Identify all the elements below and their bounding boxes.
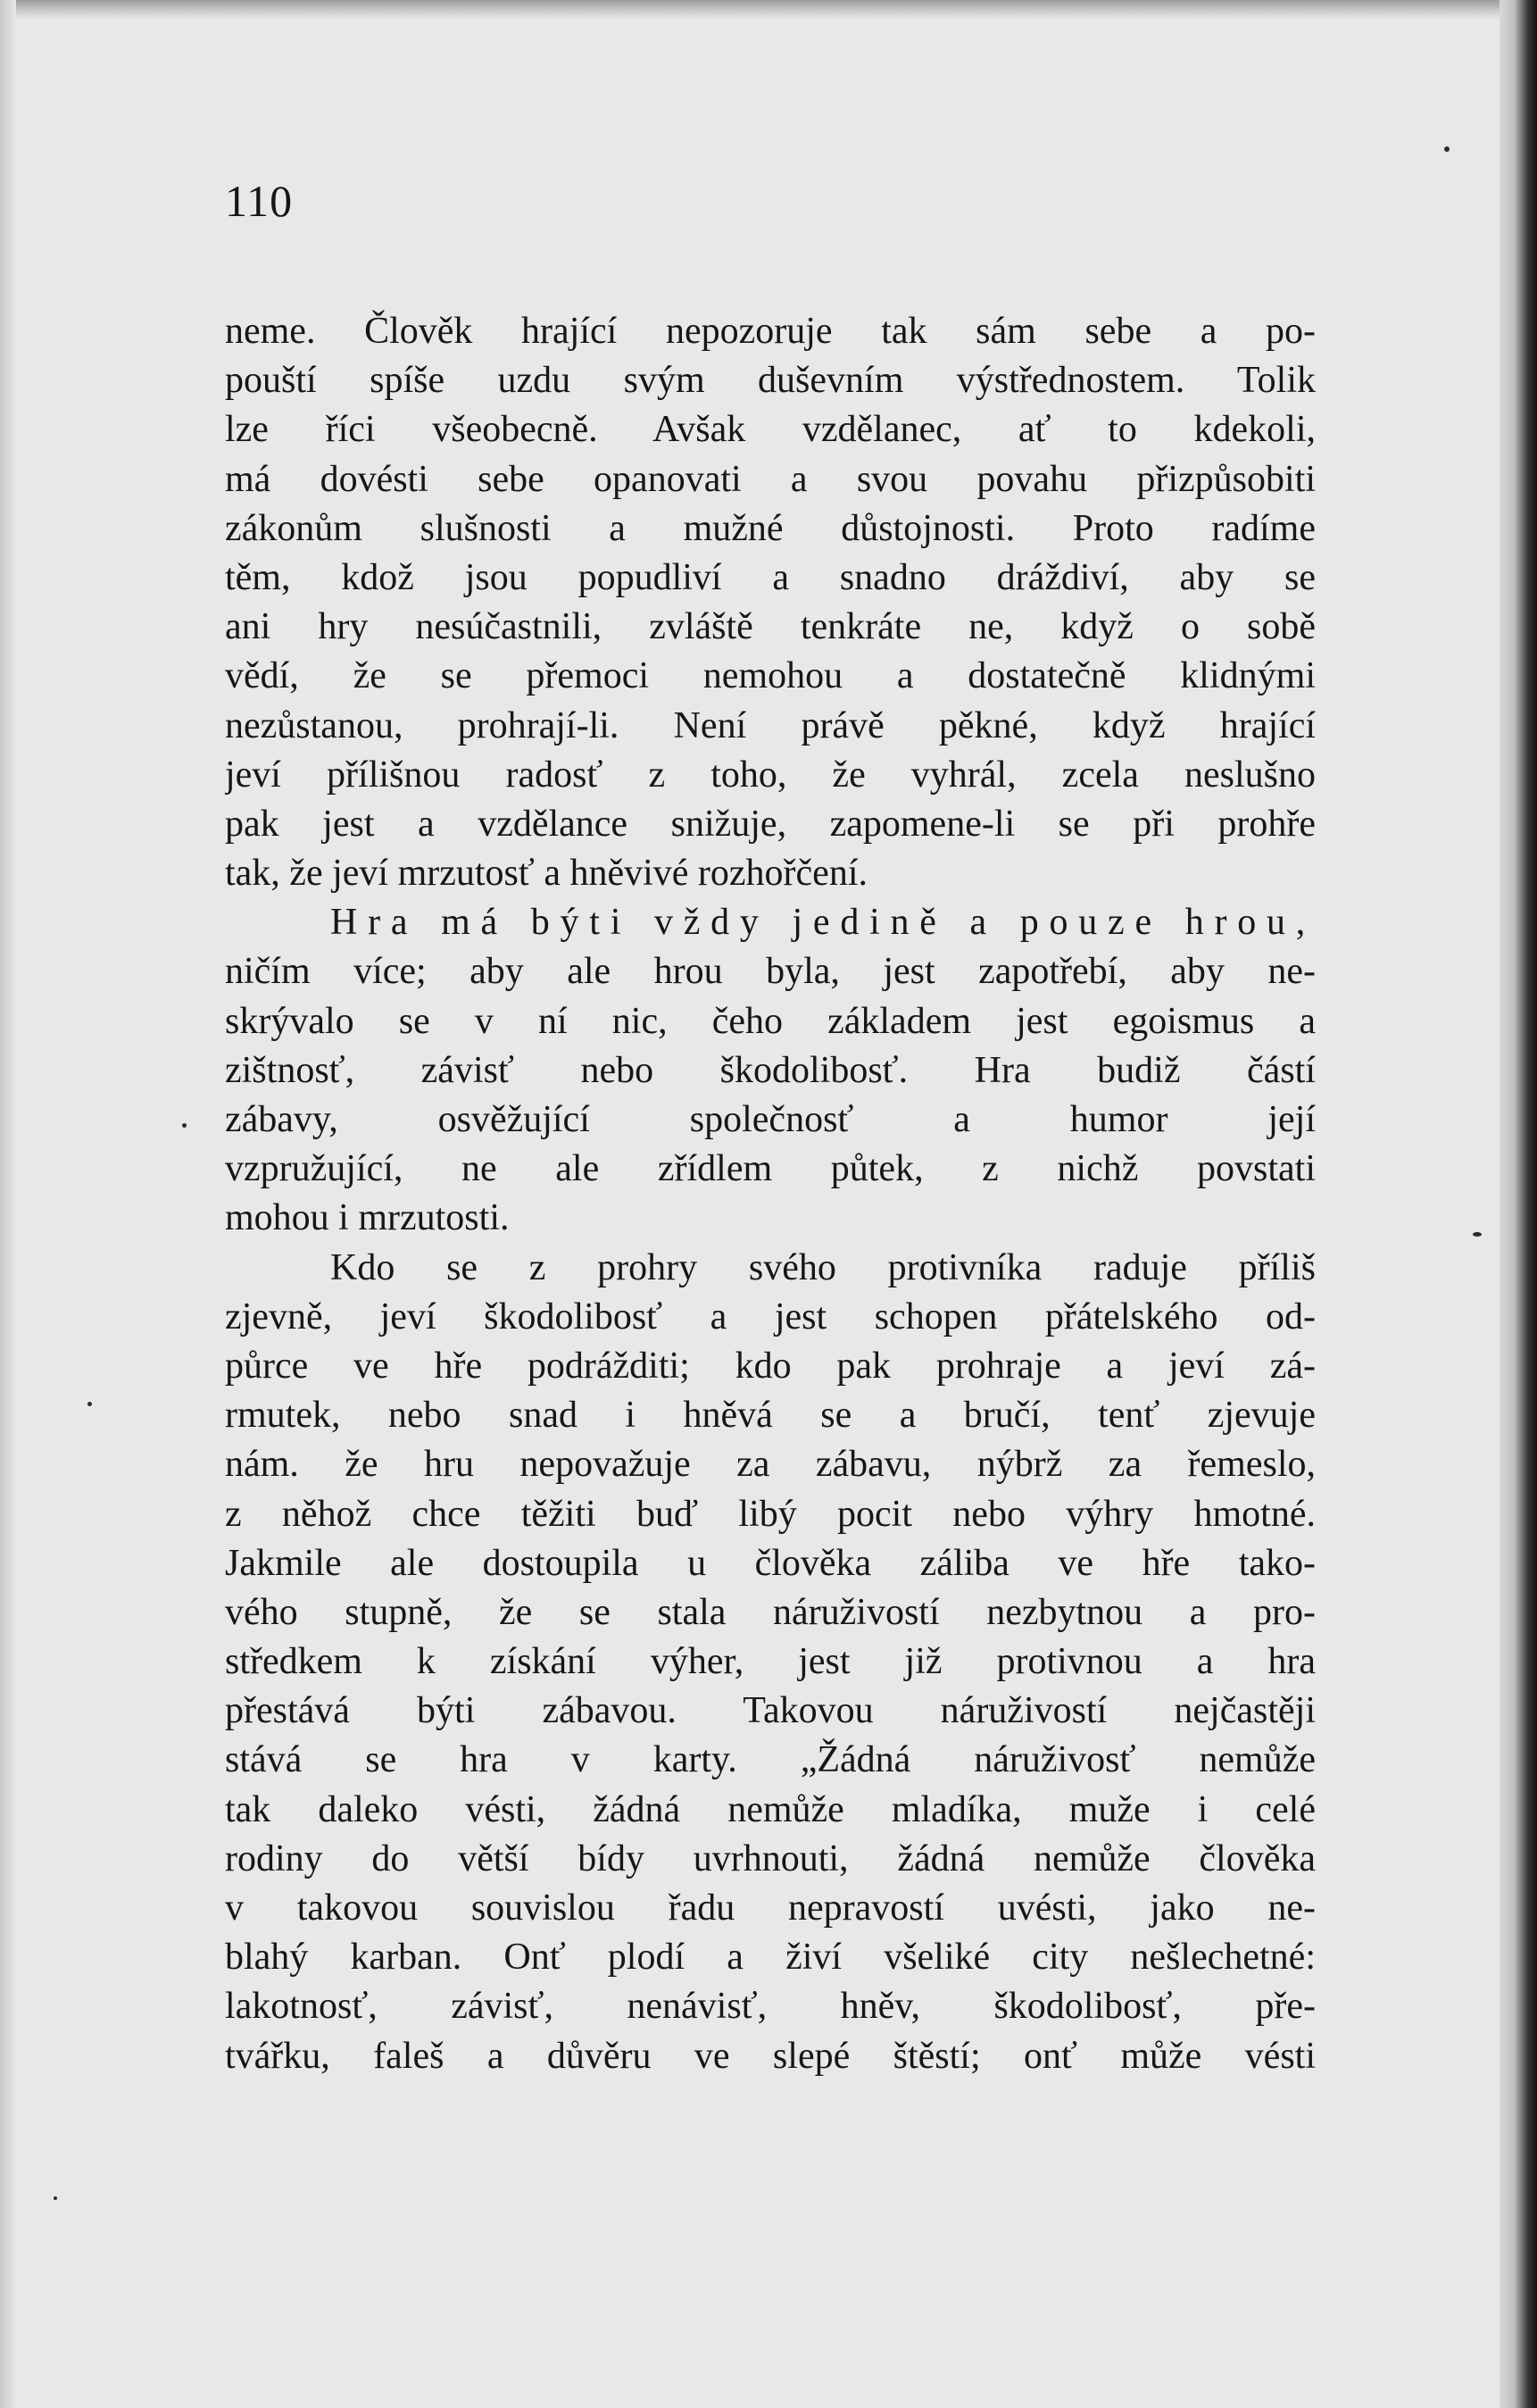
text-line: nezůstanou, prohrají-li. Není právě pěkné, když hrající	[225, 704, 1316, 746]
text-line: rmutek, nebo snad i hněvá se a bručí, tenť zjevuje	[225, 1395, 1316, 1437]
scan-edge-top	[0, 0, 1537, 20]
text-line: půrce ve hře podrážditi; kdo pak prohraje a jeví zá-	[225, 1345, 1316, 1387]
text-line: zjevně, jeví škodolibosť a jest schopen přátelského od-	[225, 1296, 1316, 1337]
text-line: lakotnosť, závisť, nenávisť, hněv, škodolibosť, pře-	[225, 1986, 1316, 2028]
scan-speck	[1473, 1232, 1482, 1237]
text-line: vědí, že se přemoci nemohou a dostatečně klidnými	[225, 655, 1316, 697]
text-line: neme. Člověk hrající nepozoruje tak sám sebe a po-	[225, 311, 1316, 352]
spaced-emphasis-line: Hra má býti vždy jedině a pouze hrou,	[330, 902, 1316, 944]
text-line: z něhož chce těžiti buď libý pocit nebo výhry hmotné.	[225, 1493, 1316, 1535]
scan-edge-left	[0, 0, 16, 2408]
text-line: pak jest a vzdělance snižuje, zapomene-li se při prohře	[225, 803, 1316, 845]
text-line: přestává býti zábavou. Takovou náruživostí nejčastěji	[225, 1690, 1316, 1732]
scan-speck	[182, 1123, 187, 1128]
text-line: ani hry nesúčastnili, zvláště tenkráte ne, když o sobě	[225, 606, 1316, 648]
text-line: zákonům slušnosti a mužné důstojnosti. Proto radíme	[225, 507, 1316, 549]
text-line: rodiny do větší bídy uvrhnouti, žádná nemůže člověka	[225, 1837, 1316, 1879]
text-line: lze říci všeobecně. Avšak vzdělanec, ať to kdekoli,	[225, 409, 1316, 451]
text-line: zištnosť, závisť nebo škodolibosť. Hra budiž částí	[225, 1049, 1316, 1091]
text-line: Jakmile ale dostoupila u člověka záliba ve hře tako-	[225, 1542, 1316, 1584]
text-line: tak daleko vésti, žádná nemůže mladíka, muže i celé	[225, 1788, 1316, 1830]
text-line: zábavy, osvěžující společnosť a humor její	[225, 1099, 1316, 1140]
page-number: 110	[225, 176, 294, 226]
paragraph-end-line: mohou i mrzutosti.	[225, 1197, 510, 1239]
text-line: Kdo se z prohry svého protivníka raduje příliš	[330, 1246, 1316, 1288]
text-line: nám. že hru nepovažuje za zábavu, nýbrž za řemeslo,	[225, 1444, 1316, 1486]
text-line: vzpružující, ne ale zřídlem půtek, z nichž povstati	[225, 1148, 1316, 1190]
text-line: v takovou souvislou řadu nepravostí uvésti, jako ne-	[225, 1887, 1316, 1929]
scan-speck	[87, 1402, 92, 1406]
text-line: blahý karban. Onť plodí a živí všeliké city nešlechetné:	[225, 1937, 1316, 1979]
text-line: tvářku, faleš a důvěru ve slepé štěstí; onť může vésti	[225, 2035, 1316, 2077]
text-line: středkem k získání výher, jest již protivnou a hra	[225, 1641, 1316, 1683]
scan-speck	[54, 2196, 57, 2200]
text-line: ničím více; aby ale hrou byla, jest zapotřebí, aby ne-	[225, 951, 1316, 993]
text-line: vého stupně, že se stala náruživostí nezbytnou a pro-	[225, 1591, 1316, 1633]
text-line: těm, kdož jsou popudliví a snadno dráždiví, aby se	[225, 556, 1316, 598]
scan-edge-right	[1500, 0, 1537, 2408]
text-line: jeví přílišnou radosť z toho, že vyhrál, zcela neslušno	[225, 754, 1316, 796]
text-line: skrývalo se v ní nic, čeho základem jest egoismus a	[225, 1000, 1316, 1042]
paragraph-end-line: tak, že jeví mrzutosť a hněvivé rozhořčení.	[225, 853, 868, 895]
scan-speck	[1444, 146, 1450, 152]
body-text	[225, 307, 1316, 2081]
text-line: stává se hra v karty. „Žádná náruživosť nemůže	[225, 1739, 1316, 1781]
text-line: má dovésti sebe opanovati a svou povahu přizpůsobiti	[225, 458, 1316, 500]
text-line: pouští spíše uzdu svým duševním výstřednostem. Tolik	[225, 360, 1316, 402]
